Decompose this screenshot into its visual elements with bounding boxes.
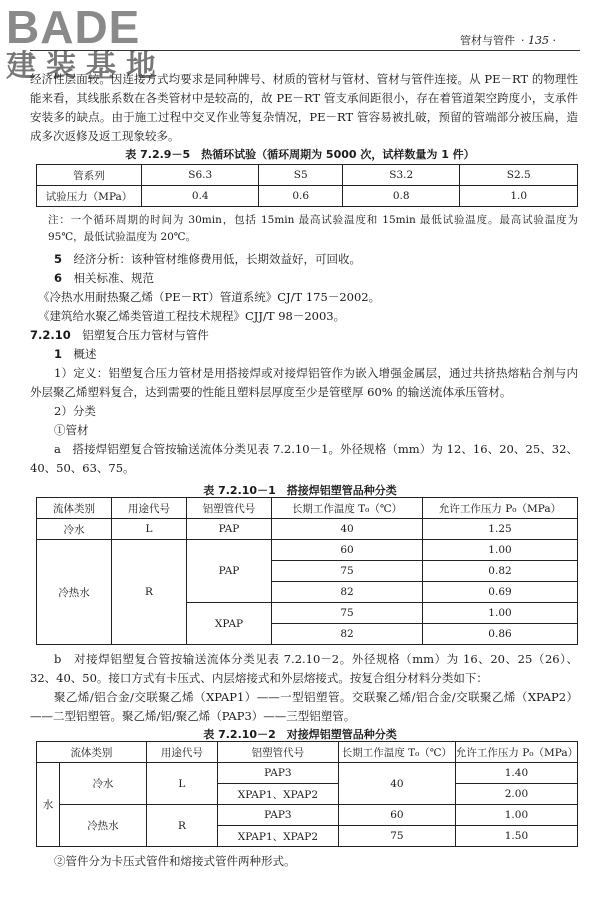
table-cell: 铝塑管代号 [187,498,272,519]
section-5 [30,250,578,269]
page-number: · 135 · [521,34,556,47]
table-cell: 铝塑管代号 [217,742,338,763]
table-cell: 长期工作温度 T₀（℃） [338,742,455,763]
item-text: 相关标准、规范 [73,271,155,285]
table-cell: 82 [272,624,423,645]
table-cell: XPAP1、XPAP2 [217,784,338,805]
table-row [37,186,578,207]
table-cell: XPAP [187,603,272,645]
item-text: 经济分析：该种管材维修费用低，长期效益好，可回收。 [73,252,362,266]
table-cell: 允许工作压力 P₀（MPa） [455,742,577,763]
paragraph-composition: 聚乙烯/铝合金/交联聚乙烯（XPAP1）——一型铝塑管。交联聚乙烯/铝合金/交联聚乙烯（XPAP2）——二型铝塑管。聚乙烯/铝/聚乙烯（PAP3）——三型铝塑管。 [30,690,578,723]
table1 [36,164,578,207]
table-cell: 2.00 [455,784,577,805]
logo-brand: BADE [6,1,141,53]
table-cell: 0.82 [423,561,578,582]
table-row [37,805,578,826]
table-cell: 1.00 [455,805,577,826]
table-cell: 1.40 [455,763,577,784]
table-cell: 冷水 [60,763,147,805]
table-cell: L [112,519,187,540]
table-cell: S5 [259,165,343,186]
table-cell: 60 [272,540,423,561]
table-cell: 1.0 [460,186,578,207]
table-cell: 75 [272,603,423,624]
table-cell: 82 [272,582,423,603]
table-cell: 冷热水 [60,805,147,847]
header-section: 管材与管件 [460,34,515,47]
table-cell: 75 [272,561,423,582]
table-row [37,498,578,519]
table-cell: 0.4 [142,186,259,207]
table-cell: R [146,805,217,847]
running-header [460,32,556,48]
definition-paragraph: 1）定义：铝塑复合压力管材是用搭接焊或对接焊铝管作为嵌入增强金属层，通过共挤热熔粘合剂与内外层聚乙烯塑料复合，达到需要的性能且塑料层厚度至少是管壁厚 60% 的输送流体承压管材。 [30,366,578,399]
table2-caption: 表 7.2.10－1 搭接焊铝塑管品种分类 [203,484,397,497]
item-number: 6 [54,271,63,285]
table-row [37,763,578,784]
table-cell: PAP [187,540,272,603]
table-cell: R [112,540,187,645]
table-cell: 40 [272,519,423,540]
table-cell: 1.25 [423,519,578,540]
table-cell: 用途代号 [146,742,217,763]
table-cell: 0.6 [259,186,343,207]
item-number: 5 [54,252,63,266]
table3 [36,741,578,847]
table2 [36,497,578,645]
table-cell: PAP3 [217,763,338,784]
overview-heading [30,345,578,364]
classification-heading: 2）分类 [54,404,96,418]
standard-2: 《建筑给水聚乙烯类管道工程技术规程》CJJ/T 98－2003。 [38,309,346,323]
paragraph-a: a 搭接焊铝塑复合管按输送流体分类见表 7.2.10－1。外径规格（mm）为 12、16、20、25、32、40、50、63、75。 [30,442,578,475]
table-cell: 水 [37,763,60,847]
standard-1: 《冷热水用耐热聚乙烯（PE－RT）管道系统》CJ/T 175－2002。 [38,290,381,304]
table-cell: 冷水 [37,519,112,540]
table-cell: 流体类别 [37,742,147,763]
table-cell: L [146,763,217,805]
table-cell: 1.00 [423,540,578,561]
table-cell: XPAP1、XPAP2 [217,826,338,847]
section-6 [30,269,578,288]
table1-caption: 表 7.2.9－5 热循环试验（循环周期为 5000 次，试样数量为 1 件） [125,148,475,161]
logo-subtitle: 建装基地 [6,49,166,84]
table-cell: S3.2 [342,165,459,186]
table-cell: 试验压力（MPa） [37,186,142,207]
section-number: 7.2.10 [30,328,71,342]
table-cell: PAP3 [217,805,338,826]
item-text: 概述 [73,347,97,361]
table3-caption: 表 7.2.10－2 对接焊铝塑管品种分类 [203,728,397,741]
table-cell: 60 [338,805,455,826]
table-cell: 流体类别 [37,498,112,519]
table-cell: 1.50 [455,826,577,847]
table-cell: 管系列 [37,165,142,186]
table-cell: S2.5 [460,165,578,186]
section-heading [30,326,578,345]
table-cell: 40 [338,763,455,805]
item-number: 1 [54,347,63,361]
table-row [37,165,578,186]
intro-paragraph: 经济性层面较。因连接方式均要求是同种牌号、材质的管材与管材、管材与管件连接。从 PE－RT 的物理性能来看，其线胀系数在各类管材中是较高的，故 PE－RT 管支承间距很小，存在着管道架空跨度小，支承件安装多的缺点。由于施工过程中交叉作业等复杂情况，PE－RT 管容易被扎破，预留的管端部分被压扁，造成多次返修及返工现象较多。 [30,72,578,143]
last-line: ②管件分为卡压式管件和熔接式管件两种形式。 [54,854,296,868]
section-title: 铝塑复合压力管材与管件 [82,328,209,342]
table-cell: 0.8 [342,186,459,207]
table-cell: 用途代号 [112,498,187,519]
table-cell: PAP [187,519,272,540]
table-cell: 0.69 [423,582,578,603]
table-row [37,742,578,763]
table-cell: 冷热水 [37,540,112,645]
table-cell: 75 [338,826,455,847]
table-row [37,519,578,540]
table-cell: 允许工作压力 P₀（MPa） [423,498,578,519]
table-cell: S6.3 [142,165,259,186]
table1-note: 注：一个循环周期的时间为 30min，包括 15min 最高试验温度和 15min 最低试验温度。最高试验温度为 95℃，最低试验温度为 20℃。 [48,214,578,243]
table-row [37,540,578,561]
paragraph-b: b 对接焊铝塑复合管按输送流体分类见表 7.2.10－2。外径规格（mm）为 16、20、25（26）、32、40、50。接口方式有卡压式、内层熔接式和外层熔接式。按复合组分材料分类如下： [30,652,578,685]
table-cell: 0.86 [423,624,578,645]
header-rule [30,50,580,51]
table-cell: 长期工作温度 T₀（℃） [272,498,423,519]
table-cell: 1.00 [423,603,578,624]
pipe-heading: ①管材 [54,423,89,437]
